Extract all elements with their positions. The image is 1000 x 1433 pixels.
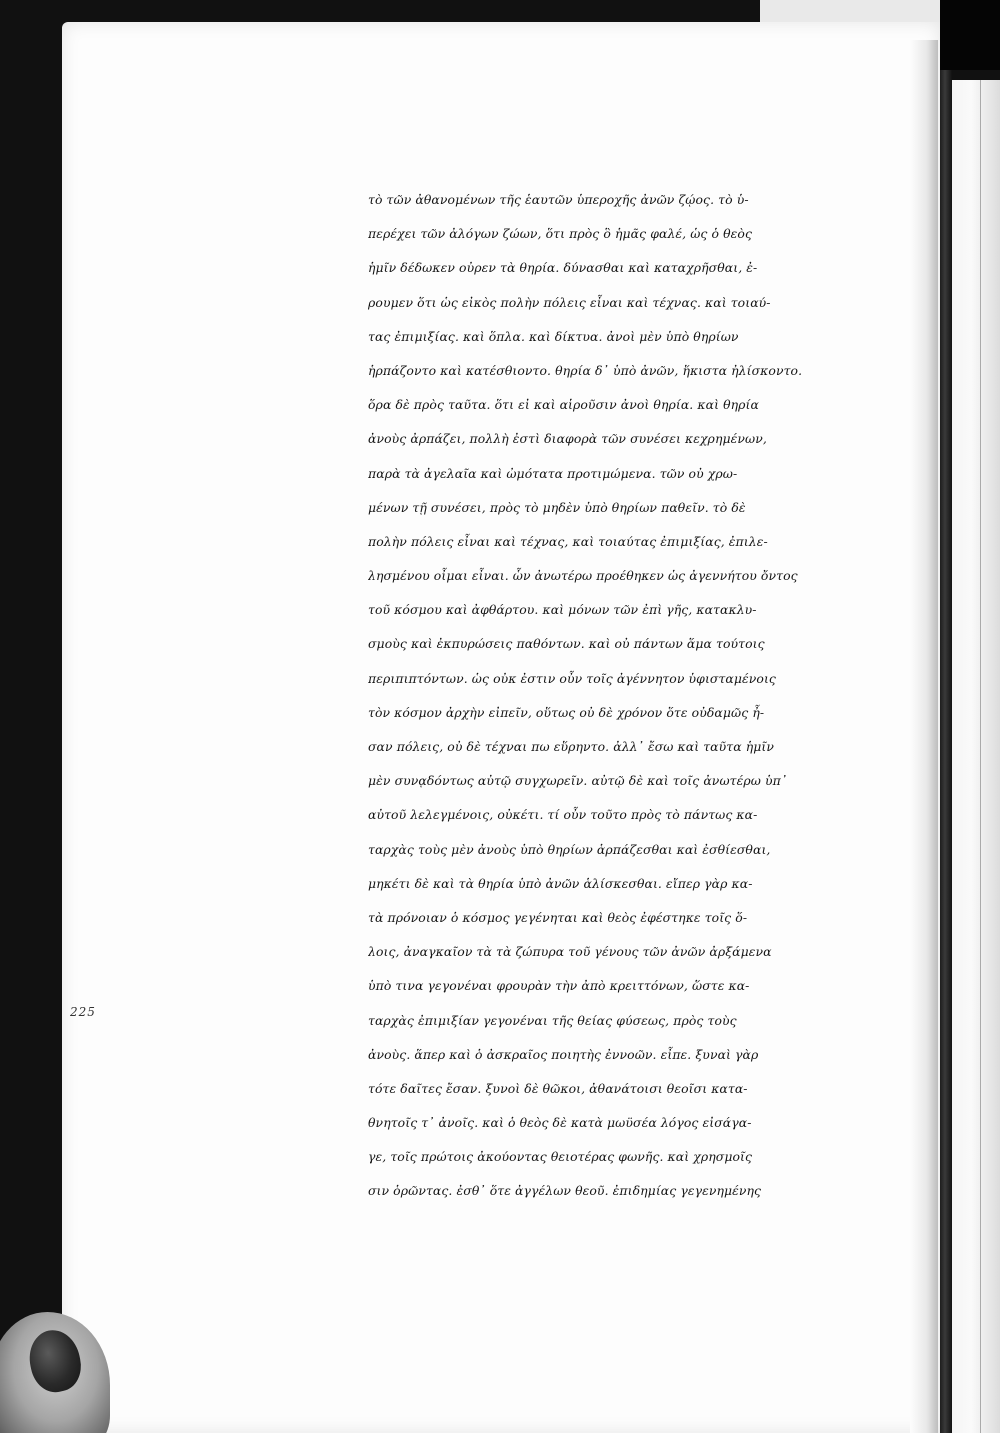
text-line: γε, τοῖς πρώτοις ἀκούοντας θειοτέρας φωνῆς. καὶ χρησμοῖς — [368, 1149, 753, 1165]
facing-page-fold-line — [980, 80, 981, 1433]
facing-page-edge — [952, 80, 1000, 1433]
text-line: τὸν κόσμον ἀρχὴν εἰπεῖν, οὕτως οὐ δὲ χρόνον ὅτε οὐδαμῶς ἦ- — [368, 704, 765, 720]
manuscript-text-block — [368, 183, 896, 1209]
text-line: ταρχὰς τοὺς μὲν ἀνοὺς ὑπὸ θηρίων ἁρπάζεσθαι καὶ ἐσθίεσθαι, — [368, 841, 771, 857]
text-line: ἀνοὺς. ἅπερ καὶ ὁ ἀσκραῖος ποιητὴς ἐννοῶν. εἶπε. ξυναὶ γὰρ — [368, 1046, 759, 1062]
text-line: μὲν συνᾳδόντως αὐτῷ συγχωρεῖν. αὐτῷ δὲ καὶ τοῖς ἀνωτέρω ὑπ᾽ — [368, 773, 788, 789]
text-line: ρουμεν ὅτι ὡς εἰκὸς πολὴν πόλεις εἶναι καὶ τέχνας. καὶ τοιαύ- — [368, 294, 771, 310]
folio-number: 225 — [70, 1005, 96, 1019]
text-line: λησμένου οἶμαι εἶναι. ὧν ἀνωτέρω προέθηκεν ὡς ἀγεννήτου ὄντος — [368, 568, 798, 584]
text-line: περιπιπτόντων. ὡς οὐκ ἐστιν οὖν τοῖς ἀγέννητον ὑφισταμένοις — [368, 670, 776, 686]
scanner-top-corner — [940, 0, 1000, 70]
book-binding-gutter — [938, 70, 952, 1433]
text-line: ὑπὸ τινα γεγονέναι φρουρὰν τὴν ἀπὸ κρειττόνων, ὥστε κα- — [368, 978, 750, 994]
text-line: περέχει τῶν ἀλόγων ζώων, ὅτι πρὸς ὃ ἡμᾶς φαλέ, ὡς ὁ θεὸς — [368, 226, 753, 242]
text-line: θνητοῖς τ᾽ ἀνοῖς. καὶ ὁ θεὸς δὲ κατὰ μωϋσέα λόγος εἰσάγα- — [368, 1115, 752, 1131]
text-line: παρὰ τὰ ἀγελαῖα καὶ ὠμότατα προτιμώμενα. τῶν οὐ χρω- — [368, 465, 738, 481]
text-line: ἡμῖν δέδωκεν οὐρεν τὰ θηρία. δύνασθαι καὶ καταχρῆσθαι, ἐ- — [368, 260, 758, 276]
text-line: σιν ὁρῶντας. ἐσθ᾽ ὅτε ἀγγέλων θεοῦ. ἐπιδημίας γεγενημένης — [368, 1183, 762, 1199]
text-line: ἡρπάζοντο καὶ κατέσθιοντο. θηρία δ᾽ ὑπὸ ἀνῶν, ἥκιστα ἠλίσκοντο. — [368, 362, 803, 378]
text-line: τότε δαῖτες ἔσαν. ξυνοὶ δὲ θῶκοι, ἀθανάτοισι θεοῖσι κατα- — [368, 1080, 748, 1096]
text-line: λοις, ἀναγκαῖον τὰ τὰ ζώπυρα τοῦ γένους τῶν ἀνῶν ἀρξάμενα — [368, 944, 772, 960]
text-line: σαν πόλεις, οὐ δὲ τέχναι πω εὕρηντο. ἀλλ᾽ ἔσω καὶ ταῦτα ἡμῖν — [368, 739, 774, 754]
text-line: τὸ τῶν ἀθανομένων τῆς ἑαυτῶν ὑπεροχῆς ἀνῶν ζῴος. τὸ ὑ- — [368, 192, 749, 207]
text-line: τοῦ κόσμου καὶ ἀφθάρτου. καὶ μόνων τῶν ἐπὶ γῆς, κατακλυ- — [368, 602, 757, 618]
text-line: ἀνοὺς ἀρπάζει, πολλὴ ἐστὶ διαφορὰ τῶν συνέσει κεχρημένων, — [368, 431, 767, 447]
text-line: μένων τῇ συνέσει, πρὸς τὸ μηδὲν ὑπὸ θηρίων παθεῖν. τὸ δὲ — [368, 499, 746, 515]
text-line: πολὴν πόλεις εἶναι καὶ τέχνας, καὶ τοιαύτας ἐπιμιξίας, ἐπιλε- — [368, 533, 768, 549]
text-line: τὰ πρόνοιαν ὁ κόσμος γεγένηται καὶ θεὸς ἐφέστηκε τοῖς ὅ- — [368, 909, 748, 925]
page-curl-shadow — [910, 40, 938, 1433]
text-line: τας ἐπιμιξίας. καὶ ὅπλα. καὶ δίκτυα. ἀνοὶ μὲν ὑπὸ θηρίων — [368, 328, 739, 344]
text-line: σμοὺς καὶ ἐκπυρώσεις παθόντων. καὶ οὐ πάντων ἅμα τούτοις — [368, 636, 765, 652]
text-line: αὐτοῦ λελεγμένοις, οὐκέτι. τί οὖν τοῦτο πρὸς τὸ πάντως κα- — [368, 807, 758, 823]
scan-background-left — [0, 0, 62, 1433]
text-line: ὅρα δὲ πρὸς ταῦτα. ὅτι εἰ καὶ αἱροῦσιν ἀνοὶ θηρία. καὶ θηρία — [368, 397, 759, 413]
text-line: ταρχὰς ἐπιμιξίαν γεγονέναι τῆς θείας φύσεως, πρὸς τοὺς — [368, 1012, 737, 1028]
text-line: μηκέτι δὲ καὶ τὰ θηρία ὑπὸ ἀνῶν ἁλίσκεσθαι. εἴπερ γὰρ κα- — [368, 875, 753, 891]
